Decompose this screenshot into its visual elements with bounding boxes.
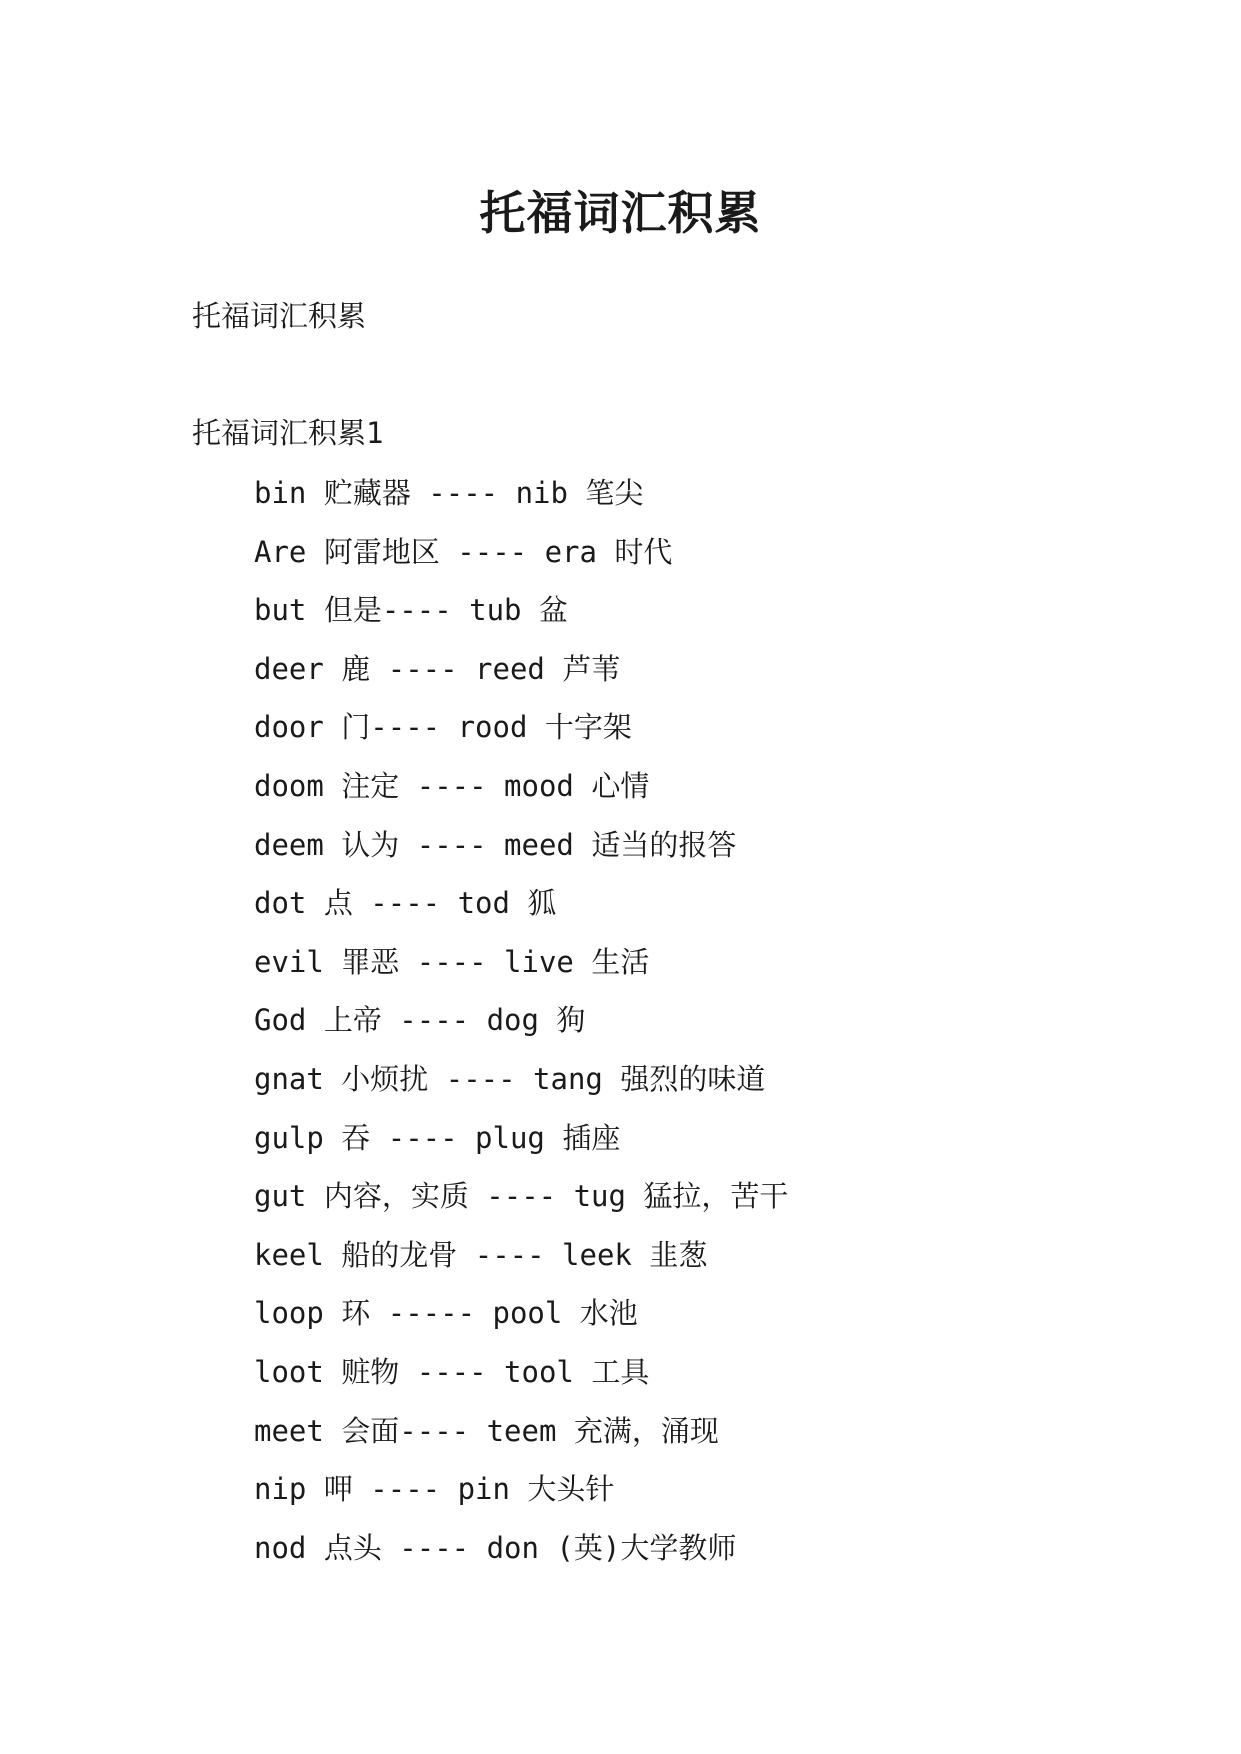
word-pair-item: meet 会面---- teem 充满，涌现 [254, 1413, 719, 1448]
word-pair-item: keel 船的龙骨 ---- leek 韭葱 [254, 1237, 708, 1272]
word-pair-item: door 门---- rood 十字架 [254, 710, 632, 745]
word-pair-item: evil 罪恶 ---- live 生活 [254, 944, 650, 979]
word-pair-item: doom 注定 ---- mood 心情 [254, 768, 650, 803]
word-pair-item: gnat 小烦扰 ---- tang 强烈的味道 [254, 1061, 766, 1096]
word-pair-item: deem 认为 ---- meed 适当的报答 [254, 827, 737, 862]
section-heading: 托福词汇积累1 [192, 416, 384, 450]
word-pair-item: loop 环 ----- pool 水池 [254, 1296, 638, 1331]
word-pair-item: nod 点头 ---- don (英)大学教师 [254, 1530, 737, 1565]
word-pair-item: gulp 吞 ---- plug 插座 [254, 1120, 621, 1155]
word-pair-item: gut 内容，实质 ---- tug 猛拉，苦干 [254, 1179, 789, 1214]
word-pair-item: but 但是---- tub 盆 [254, 593, 568, 628]
word-pair-item: God 上帝 ---- dog 狗 [254, 1003, 586, 1038]
word-pair-item: dot 点 ---- tod 狐 [254, 886, 557, 921]
word-pair-list [254, 464, 788, 1577]
document-subtitle: 托福词汇积累 [192, 299, 367, 333]
page-title: 托福词汇积累 [479, 185, 762, 240]
word-pair-item: loot 赃物 ---- tool 工具 [254, 1354, 650, 1389]
word-pair-item: nip 呷 ---- pin 大头针 [254, 1472, 615, 1507]
word-pair-item: Are 阿雷地区 ---- era 时代 [254, 534, 673, 569]
word-pair-item: bin 贮藏器 ---- nib 笔尖 [254, 476, 644, 510]
word-pair-item: deer 鹿 ---- reed 芦苇 [254, 651, 621, 686]
